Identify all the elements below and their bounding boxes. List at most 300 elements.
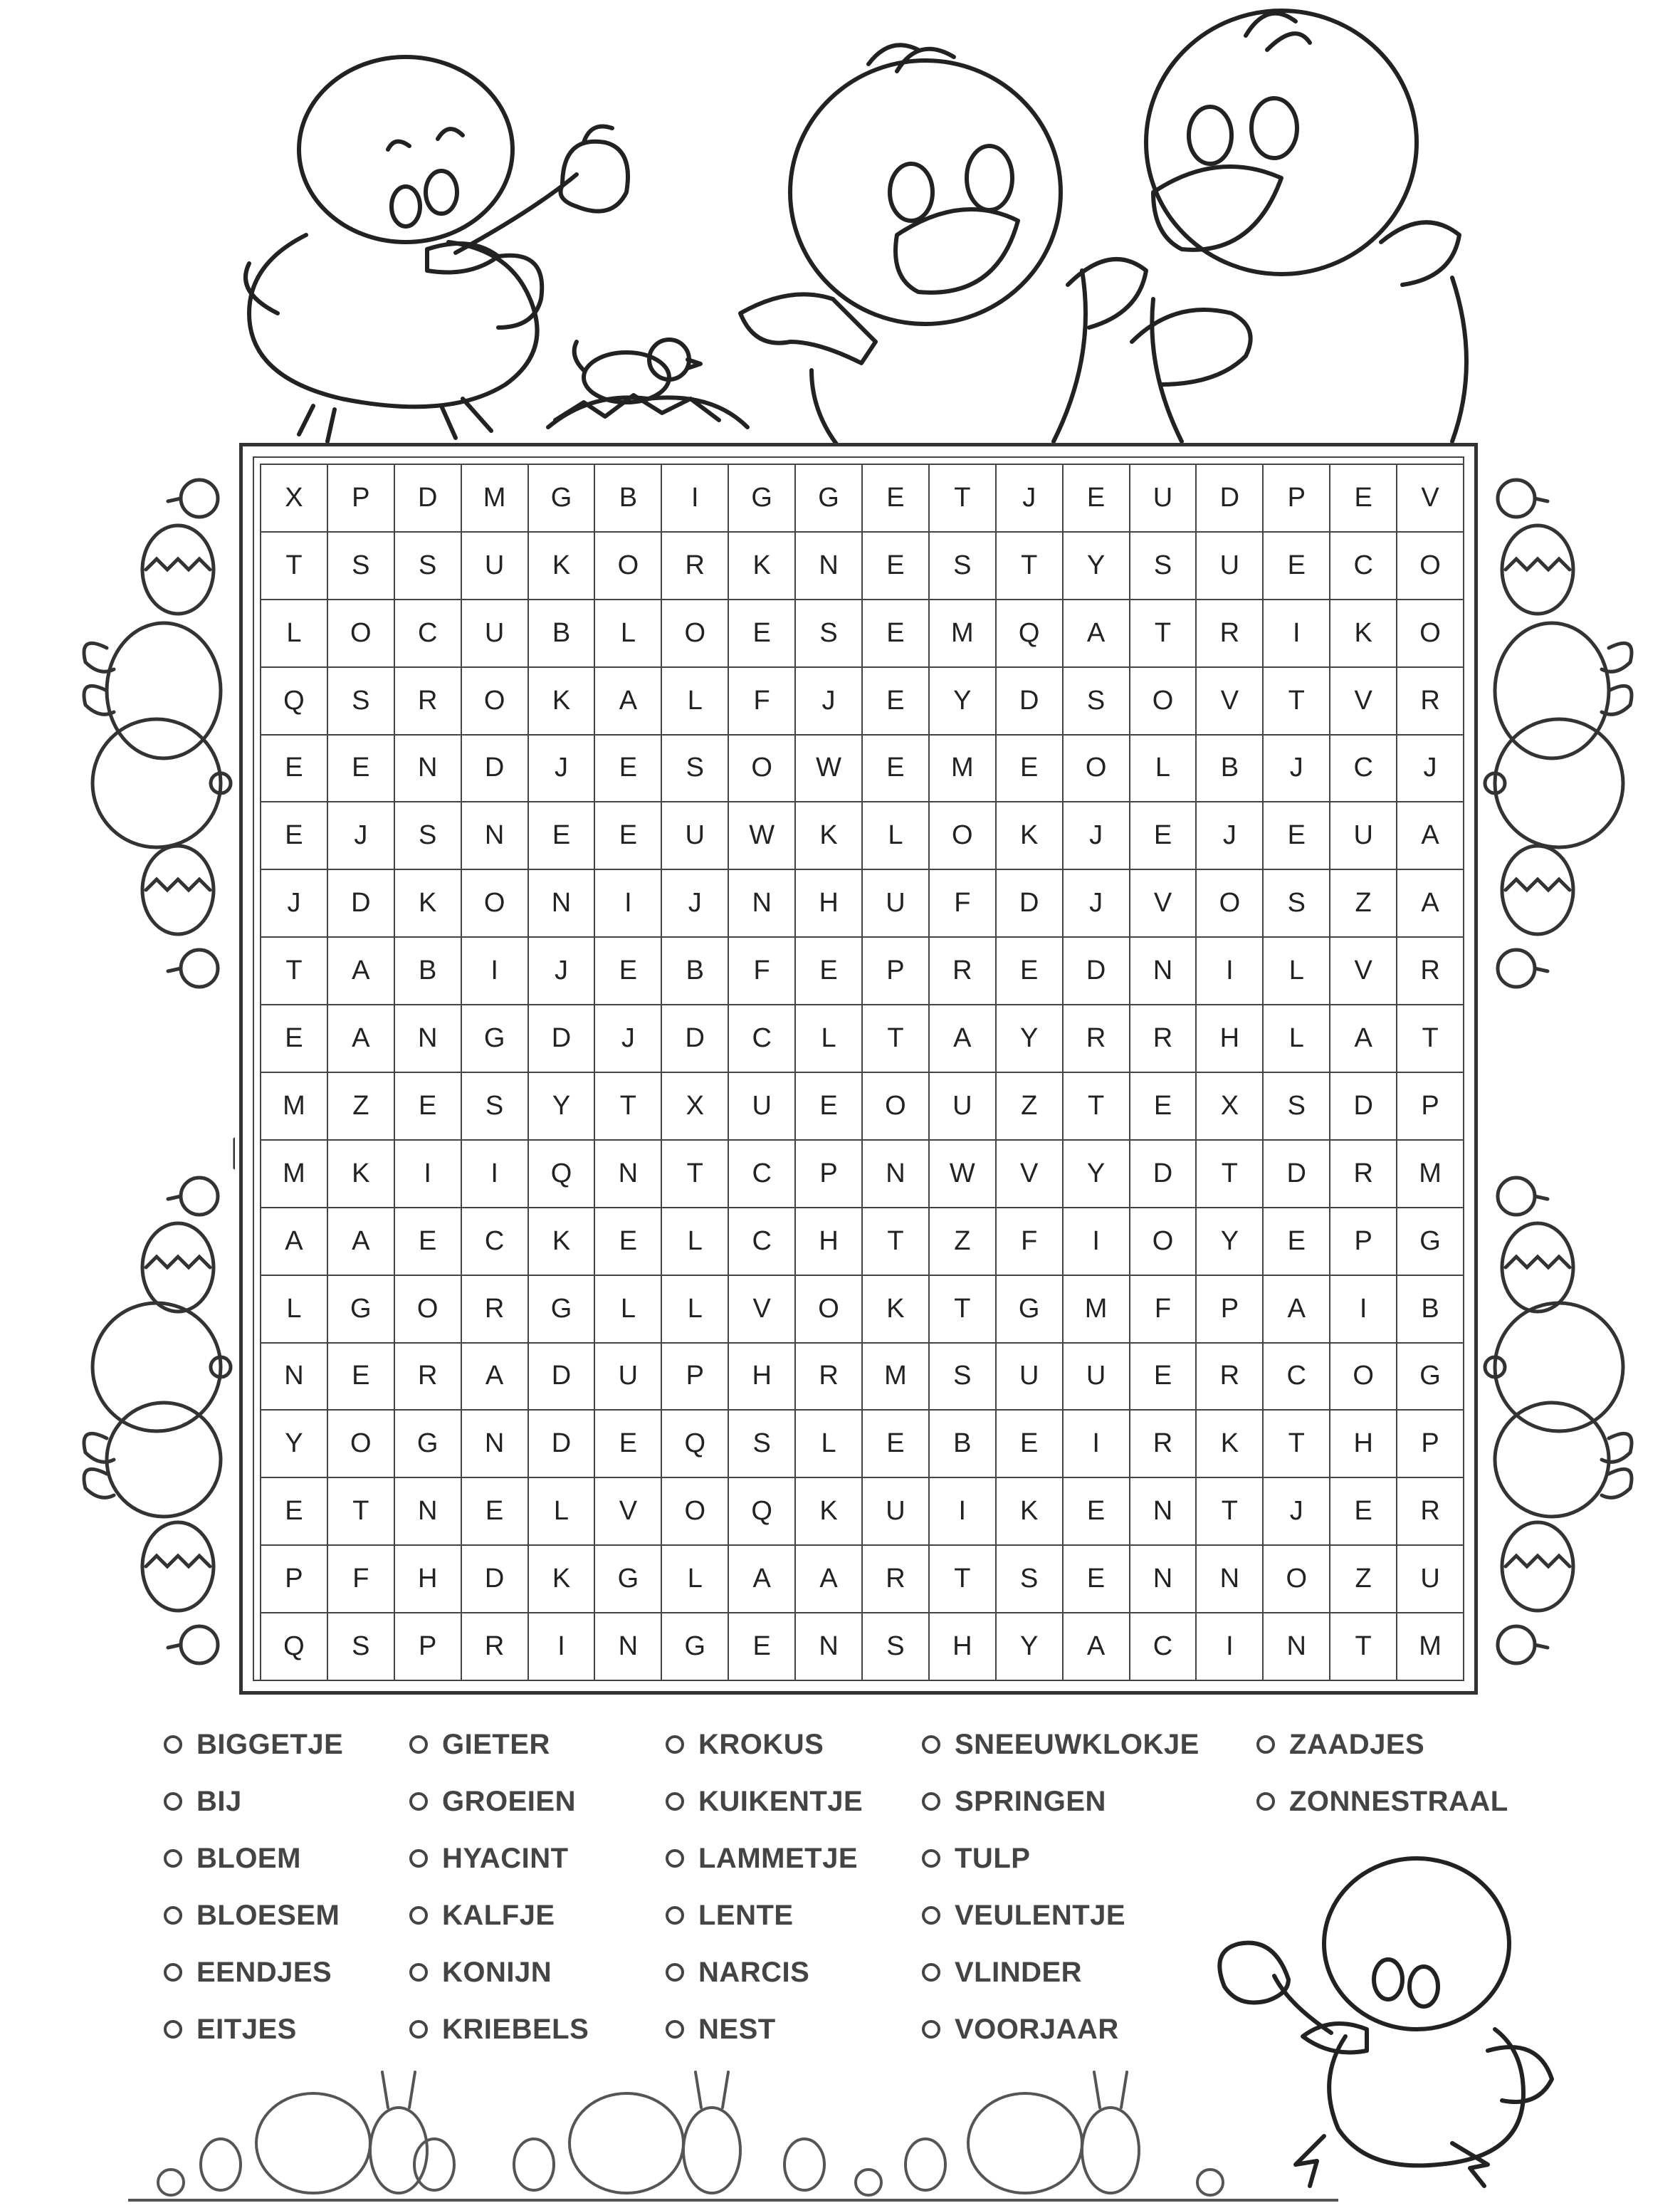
grid-cell[interactable]: I <box>462 1141 529 1208</box>
grid-cell[interactable]: L <box>595 1276 662 1344</box>
grid-cell[interactable]: E <box>1130 1073 1197 1141</box>
word-list-item[interactable] <box>164 1773 343 1830</box>
grid-cell[interactable]: T <box>930 1276 997 1344</box>
word-list-item[interactable] <box>164 1887 343 1944</box>
grid-cell[interactable]: U <box>863 1478 930 1546</box>
grid-cell[interactable]: B <box>529 600 596 668</box>
grid-cell[interactable]: R <box>1064 1005 1130 1073</box>
grid-cell[interactable]: Q <box>729 1478 796 1546</box>
grid-cell[interactable]: A <box>595 668 662 736</box>
circle-checkbox-icon[interactable] <box>409 1849 428 1868</box>
grid-cell[interactable]: S <box>662 736 729 803</box>
grid-cell[interactable]: E <box>328 736 395 803</box>
grid-cell[interactable]: I <box>1330 1276 1397 1344</box>
grid-cell[interactable]: E <box>863 668 930 736</box>
grid-cell[interactable]: K <box>328 1141 395 1208</box>
grid-cell[interactable]: A <box>261 1208 328 1276</box>
grid-cell[interactable]: O <box>662 600 729 668</box>
grid-cell[interactable]: R <box>1397 1478 1464 1546</box>
grid-cell[interactable]: V <box>1130 870 1197 938</box>
word-list-item[interactable] <box>666 1830 863 1887</box>
grid-cell[interactable]: C <box>729 1141 796 1208</box>
grid-cell[interactable]: B <box>662 938 729 1005</box>
grid-cell[interactable]: E <box>997 1411 1064 1478</box>
grid-cell[interactable]: E <box>395 1208 462 1276</box>
grid-cell[interactable]: B <box>930 1411 997 1478</box>
grid-cell[interactable]: M <box>1397 1613 1464 1681</box>
grid-cell[interactable]: Y <box>997 1613 1064 1681</box>
grid-cell[interactable]: L <box>529 1478 596 1546</box>
grid-cell[interactable]: E <box>595 736 662 803</box>
grid-cell[interactable]: C <box>729 1208 796 1276</box>
grid-cell[interactable]: M <box>261 1073 328 1141</box>
grid-cell[interactable]: Y <box>1064 1141 1130 1208</box>
word-list-item[interactable] <box>164 1830 343 1887</box>
grid-cell[interactable]: U <box>997 1344 1064 1411</box>
grid-cell[interactable]: O <box>796 1276 863 1344</box>
grid-cell[interactable]: V <box>1330 668 1397 736</box>
grid-cell[interactable]: K <box>796 1478 863 1546</box>
circle-checkbox-icon[interactable] <box>1256 1735 1275 1754</box>
grid-cell[interactable]: U <box>1330 802 1397 870</box>
circle-checkbox-icon[interactable] <box>164 1735 182 1754</box>
grid-cell[interactable]: T <box>261 533 328 600</box>
grid-cell[interactable]: L <box>261 600 328 668</box>
grid-cell[interactable]: U <box>662 802 729 870</box>
grid-cell[interactable]: T <box>930 1546 997 1613</box>
grid-cell[interactable]: E <box>261 1005 328 1073</box>
grid-cell[interactable]: A <box>1397 802 1464 870</box>
grid-cell[interactable]: T <box>1397 1005 1464 1073</box>
grid-cell[interactable]: L <box>1264 938 1330 1005</box>
circle-checkbox-icon[interactable] <box>164 1792 182 1811</box>
grid-cell[interactable]: R <box>1397 938 1464 1005</box>
grid-cell[interactable]: R <box>462 1613 529 1681</box>
grid-cell[interactable]: T <box>1330 1613 1397 1681</box>
grid-cell[interactable]: V <box>1330 938 1397 1005</box>
grid-cell[interactable]: J <box>1264 736 1330 803</box>
grid-cell[interactable]: H <box>395 1546 462 1613</box>
word-list-item[interactable] <box>409 1830 589 1887</box>
grid-cell[interactable]: R <box>395 668 462 736</box>
grid-cell[interactable]: R <box>1330 1141 1397 1208</box>
grid-cell[interactable]: S <box>328 1613 395 1681</box>
grid-cell[interactable]: T <box>261 938 328 1005</box>
word-list-item[interactable] <box>666 1773 863 1830</box>
grid-cell[interactable]: M <box>261 1141 328 1208</box>
grid-cell[interactable]: D <box>529 1005 596 1073</box>
grid-cell[interactable]: N <box>796 533 863 600</box>
circle-checkbox-icon[interactable] <box>666 1735 684 1754</box>
circle-checkbox-icon[interactable] <box>666 1906 684 1925</box>
grid-cell[interactable]: K <box>529 1546 596 1613</box>
grid-cell[interactable]: T <box>328 1478 395 1546</box>
grid-cell[interactable]: O <box>662 1478 729 1546</box>
grid-cell[interactable]: G <box>1397 1208 1464 1276</box>
grid-cell[interactable]: U <box>1064 1344 1130 1411</box>
grid-cell[interactable]: Y <box>261 1411 328 1478</box>
grid-cell[interactable]: O <box>1130 668 1197 736</box>
grid-cell[interactable]: T <box>595 1073 662 1141</box>
grid-cell[interactable]: E <box>261 1478 328 1546</box>
grid-cell[interactable]: A <box>930 1005 997 1073</box>
word-list-item[interactable] <box>666 1716 863 1773</box>
grid-cell[interactable]: E <box>863 1411 930 1478</box>
grid-cell[interactable]: S <box>930 1344 997 1411</box>
grid-cell[interactable]: D <box>1130 1141 1197 1208</box>
grid-cell[interactable]: O <box>1064 736 1130 803</box>
grid-cell[interactable]: E <box>261 736 328 803</box>
grid-cell[interactable]: S <box>1130 533 1197 600</box>
grid-cell[interactable]: J <box>796 668 863 736</box>
grid-cell[interactable]: N <box>1197 1546 1264 1613</box>
grid-cell[interactable]: D <box>328 870 395 938</box>
grid-cell[interactable]: P <box>1397 1073 1464 1141</box>
grid-cell[interactable]: I <box>462 938 529 1005</box>
circle-checkbox-icon[interactable] <box>922 1792 940 1811</box>
grid-cell[interactable]: G <box>462 1005 529 1073</box>
grid-cell[interactable]: G <box>662 1613 729 1681</box>
grid-cell[interactable]: T <box>1197 1478 1264 1546</box>
grid-cell[interactable]: J <box>529 938 596 1005</box>
grid-cell[interactable]: E <box>796 938 863 1005</box>
grid-cell[interactable]: Y <box>1197 1208 1264 1276</box>
grid-cell[interactable]: I <box>595 870 662 938</box>
grid-cell[interactable]: A <box>1064 1613 1130 1681</box>
grid-cell[interactable]: I <box>529 1613 596 1681</box>
grid-cell[interactable]: N <box>261 1344 328 1411</box>
grid-cell[interactable]: M <box>930 600 997 668</box>
grid-cell[interactable]: Q <box>261 668 328 736</box>
grid-cell[interactable]: M <box>1064 1276 1130 1344</box>
grid-cell[interactable]: O <box>1330 1344 1397 1411</box>
grid-cell[interactable]: L <box>1130 736 1197 803</box>
grid-cell[interactable]: B <box>595 465 662 533</box>
grid-cell[interactable]: Q <box>662 1411 729 1478</box>
grid-cell[interactable]: S <box>395 802 462 870</box>
grid-cell[interactable]: Y <box>529 1073 596 1141</box>
grid-cell[interactable]: D <box>997 668 1064 736</box>
grid-cell[interactable]: K <box>997 1478 1064 1546</box>
grid-cell[interactable]: R <box>462 1276 529 1344</box>
grid-cell[interactable]: T <box>930 465 997 533</box>
grid-cell[interactable]: K <box>997 802 1064 870</box>
grid-cell[interactable]: J <box>1064 870 1130 938</box>
grid-cell[interactable]: B <box>1397 1276 1464 1344</box>
grid-cell[interactable]: P <box>1197 1276 1264 1344</box>
grid-cell[interactable]: O <box>328 1411 395 1478</box>
grid-cell[interactable]: S <box>395 533 462 600</box>
grid-cell[interactable]: T <box>1264 668 1330 736</box>
grid-cell[interactable]: A <box>1264 1276 1330 1344</box>
grid-cell[interactable]: M <box>863 1344 930 1411</box>
grid-cell[interactable]: O <box>930 802 997 870</box>
circle-checkbox-icon[interactable] <box>164 1849 182 1868</box>
grid-cell[interactable]: N <box>395 1005 462 1073</box>
grid-cell[interactable]: G <box>395 1411 462 1478</box>
grid-cell[interactable]: A <box>796 1546 863 1613</box>
grid-cell[interactable]: A <box>328 938 395 1005</box>
grid-cell[interactable]: I <box>1064 1411 1130 1478</box>
grid-cell[interactable]: Q <box>261 1613 328 1681</box>
grid-cell[interactable]: V <box>1397 465 1464 533</box>
grid-cell[interactable]: H <box>930 1613 997 1681</box>
grid-cell[interactable]: D <box>1330 1073 1397 1141</box>
grid-cell[interactable]: T <box>997 533 1064 600</box>
grid-cell[interactable]: S <box>462 1073 529 1141</box>
grid-cell[interactable]: U <box>462 600 529 668</box>
grid-cell[interactable]: K <box>529 1208 596 1276</box>
grid-cell[interactable]: K <box>395 870 462 938</box>
grid-cell[interactable]: Q <box>997 600 1064 668</box>
grid-cell[interactable]: E <box>1064 465 1130 533</box>
grid-cell[interactable]: D <box>529 1411 596 1478</box>
grid-cell[interactable]: X <box>662 1073 729 1141</box>
grid-cell[interactable]: U <box>863 870 930 938</box>
grid-cell[interactable]: L <box>662 1546 729 1613</box>
grid-cell[interactable]: Y <box>997 1005 1064 1073</box>
grid-cell[interactable]: O <box>328 600 395 668</box>
grid-cell[interactable]: N <box>595 1613 662 1681</box>
grid-cell[interactable]: A <box>729 1546 796 1613</box>
grid-cell[interactable]: C <box>395 600 462 668</box>
grid-cell[interactable]: T <box>1264 1411 1330 1478</box>
grid-cell[interactable]: I <box>1197 1613 1264 1681</box>
word-list-item[interactable] <box>1256 1773 1508 1830</box>
grid-cell[interactable]: E <box>1064 1478 1130 1546</box>
grid-cell[interactable]: F <box>997 1208 1064 1276</box>
grid-cell[interactable]: Z <box>1330 870 1397 938</box>
word-list-item[interactable] <box>666 1887 863 1944</box>
grid-cell[interactable]: B <box>1197 736 1264 803</box>
grid-cell[interactable]: E <box>595 938 662 1005</box>
grid-cell[interactable]: S <box>863 1613 930 1681</box>
grid-cell[interactable]: E <box>462 1478 529 1546</box>
grid-cell[interactable]: H <box>796 870 863 938</box>
grid-cell[interactable]: N <box>529 870 596 938</box>
grid-cell[interactable]: E <box>1330 1478 1397 1546</box>
grid-cell[interactable]: E <box>595 802 662 870</box>
grid-cell[interactable]: E <box>1064 1546 1130 1613</box>
grid-cell[interactable]: N <box>462 1411 529 1478</box>
grid-cell[interactable]: E <box>1130 1344 1197 1411</box>
grid-cell[interactable]: E <box>863 533 930 600</box>
grid-cell[interactable]: U <box>729 1073 796 1141</box>
grid-cell[interactable]: P <box>662 1344 729 1411</box>
grid-cell[interactable]: C <box>1330 736 1397 803</box>
grid-cell[interactable]: N <box>595 1141 662 1208</box>
grid-cell[interactable]: L <box>662 668 729 736</box>
grid-cell[interactable]: G <box>529 1276 596 1344</box>
grid-cell[interactable]: P <box>395 1613 462 1681</box>
grid-cell[interactable]: Z <box>1330 1546 1397 1613</box>
grid-cell[interactable]: J <box>997 465 1064 533</box>
grid-cell[interactable]: O <box>1264 1546 1330 1613</box>
grid-cell[interactable]: N <box>1130 1546 1197 1613</box>
grid-cell[interactable]: O <box>863 1073 930 1141</box>
circle-checkbox-icon[interactable] <box>1256 1792 1275 1811</box>
grid-cell[interactable]: E <box>395 1073 462 1141</box>
grid-cell[interactable]: X <box>1197 1073 1264 1141</box>
grid-cell[interactable]: J <box>662 870 729 938</box>
grid-cell[interactable]: T <box>662 1141 729 1208</box>
grid-cell[interactable]: P <box>1264 465 1330 533</box>
grid-cell[interactable]: U <box>1130 465 1197 533</box>
grid-cell[interactable]: E <box>997 938 1064 1005</box>
circle-checkbox-icon[interactable] <box>666 1849 684 1868</box>
grid-cell[interactable]: Y <box>930 668 997 736</box>
grid-cell[interactable]: K <box>529 533 596 600</box>
grid-cell[interactable]: O <box>1197 870 1264 938</box>
grid-cell[interactable]: A <box>328 1208 395 1276</box>
grid-cell[interactable]: G <box>529 465 596 533</box>
grid-cell[interactable]: N <box>796 1613 863 1681</box>
grid-cell[interactable]: O <box>1130 1208 1197 1276</box>
grid-cell[interactable]: D <box>462 736 529 803</box>
grid-cell[interactable]: S <box>729 1411 796 1478</box>
grid-cell[interactable]: N <box>1130 1478 1197 1546</box>
word-list-item[interactable] <box>164 1716 343 1773</box>
grid-cell[interactable]: Z <box>997 1073 1064 1141</box>
grid-cell[interactable]: D <box>662 1005 729 1073</box>
grid-cell[interactable]: B <box>395 938 462 1005</box>
grid-cell[interactable]: D <box>529 1344 596 1411</box>
grid-cell[interactable]: L <box>261 1276 328 1344</box>
grid-cell[interactable]: N <box>395 1478 462 1546</box>
grid-cell[interactable]: T <box>863 1005 930 1073</box>
grid-cell[interactable]: E <box>1130 802 1197 870</box>
grid-cell[interactable]: S <box>1064 668 1130 736</box>
grid-cell[interactable]: J <box>1264 1478 1330 1546</box>
grid-cell[interactable]: L <box>595 600 662 668</box>
circle-checkbox-icon[interactable] <box>922 1735 940 1754</box>
word-list-item[interactable] <box>409 1716 589 1773</box>
grid-cell[interactable]: N <box>462 802 529 870</box>
circle-checkbox-icon[interactable] <box>409 1792 428 1811</box>
grid-cell[interactable]: T <box>1197 1141 1264 1208</box>
grid-cell[interactable]: R <box>395 1344 462 1411</box>
grid-cell[interactable]: O <box>1397 533 1464 600</box>
grid-cell[interactable]: I <box>395 1141 462 1208</box>
grid-cell[interactable]: P <box>796 1141 863 1208</box>
grid-cell[interactable]: U <box>462 533 529 600</box>
grid-cell[interactable]: Y <box>1064 533 1130 600</box>
grid-cell[interactable]: Q <box>529 1141 596 1208</box>
grid-cell[interactable]: R <box>863 1546 930 1613</box>
grid-cell[interactable]: E <box>863 465 930 533</box>
grid-cell[interactable]: K <box>1197 1411 1264 1478</box>
circle-checkbox-icon[interactable] <box>409 1735 428 1754</box>
grid-cell[interactable]: R <box>1397 668 1464 736</box>
grid-cell[interactable]: U <box>930 1073 997 1141</box>
grid-cell[interactable]: E <box>595 1411 662 1478</box>
grid-cell[interactable]: E <box>997 736 1064 803</box>
grid-cell[interactable]: U <box>1397 1546 1464 1613</box>
grid-cell[interactable]: G <box>796 465 863 533</box>
grid-cell[interactable]: C <box>729 1005 796 1073</box>
grid-cell[interactable]: S <box>328 533 395 600</box>
grid-cell[interactable]: F <box>729 938 796 1005</box>
grid-cell[interactable]: J <box>328 802 395 870</box>
grid-cell[interactable]: P <box>261 1546 328 1613</box>
grid-cell[interactable]: I <box>662 465 729 533</box>
grid-cell[interactable]: O <box>462 668 529 736</box>
grid-cell[interactable]: J <box>1064 802 1130 870</box>
grid-cell[interactable]: K <box>729 533 796 600</box>
grid-cell[interactable]: D <box>1264 1141 1330 1208</box>
grid-cell[interactable]: A <box>328 1005 395 1073</box>
grid-cell[interactable]: O <box>1397 600 1464 668</box>
grid-cell[interactable]: A <box>1397 870 1464 938</box>
grid-cell[interactable]: I <box>1064 1208 1130 1276</box>
grid-cell[interactable]: J <box>261 870 328 938</box>
grid-cell[interactable]: R <box>796 1344 863 1411</box>
circle-checkbox-icon[interactable] <box>922 1906 940 1925</box>
grid-cell[interactable]: S <box>1264 870 1330 938</box>
grid-cell[interactable]: C <box>462 1208 529 1276</box>
grid-cell[interactable]: J <box>529 736 596 803</box>
grid-cell[interactable]: H <box>1330 1411 1397 1478</box>
grid-cell[interactable]: N <box>729 870 796 938</box>
grid-cell[interactable]: F <box>729 668 796 736</box>
grid-cell[interactable]: H <box>796 1208 863 1276</box>
grid-cell[interactable]: E <box>1264 533 1330 600</box>
word-list-item[interactable] <box>409 1773 589 1830</box>
grid-cell[interactable]: G <box>328 1276 395 1344</box>
grid-cell[interactable]: W <box>930 1141 997 1208</box>
grid-cell[interactable]: R <box>1130 1411 1197 1478</box>
grid-cell[interactable]: O <box>595 533 662 600</box>
circle-checkbox-icon[interactable] <box>666 1792 684 1811</box>
grid-cell[interactable]: T <box>863 1208 930 1276</box>
grid-cell[interactable]: U <box>595 1344 662 1411</box>
grid-cell[interactable]: F <box>328 1546 395 1613</box>
grid-cell[interactable]: T <box>1130 600 1197 668</box>
circle-checkbox-icon[interactable] <box>409 1906 428 1925</box>
grid-cell[interactable]: M <box>930 736 997 803</box>
grid-cell[interactable]: I <box>1264 600 1330 668</box>
grid-cell[interactable]: O <box>395 1276 462 1344</box>
grid-cell[interactable]: E <box>863 600 930 668</box>
grid-cell[interactable]: R <box>1197 600 1264 668</box>
grid-cell[interactable]: F <box>1130 1276 1197 1344</box>
grid-cell[interactable]: Z <box>328 1073 395 1141</box>
grid-cell[interactable]: K <box>529 668 596 736</box>
grid-cell[interactable]: P <box>328 465 395 533</box>
grid-cell[interactable]: E <box>796 1073 863 1141</box>
grid-cell[interactable]: O <box>729 736 796 803</box>
grid-cell[interactable]: L <box>863 802 930 870</box>
grid-cell[interactable]: K <box>796 802 863 870</box>
grid-cell[interactable]: R <box>930 938 997 1005</box>
grid-cell[interactable]: D <box>1197 465 1264 533</box>
grid-cell[interactable]: I <box>930 1478 997 1546</box>
grid-cell[interactable]: H <box>1197 1005 1264 1073</box>
grid-cell[interactable]: J <box>595 1005 662 1073</box>
grid-cell[interactable]: D <box>997 870 1064 938</box>
grid-cell[interactable]: I <box>1197 938 1264 1005</box>
grid-cell[interactable]: N <box>863 1141 930 1208</box>
grid-cell[interactable]: S <box>997 1546 1064 1613</box>
word-list-item[interactable] <box>1256 1716 1508 1773</box>
word-list-item[interactable] <box>922 1887 1199 1944</box>
grid-cell[interactable]: T <box>1064 1073 1130 1141</box>
grid-cell[interactable]: E <box>1264 1208 1330 1276</box>
grid-cell[interactable]: L <box>796 1005 863 1073</box>
grid-cell[interactable]: W <box>796 736 863 803</box>
grid-cell[interactable]: K <box>1330 600 1397 668</box>
grid-cell[interactable]: C <box>1130 1613 1197 1681</box>
